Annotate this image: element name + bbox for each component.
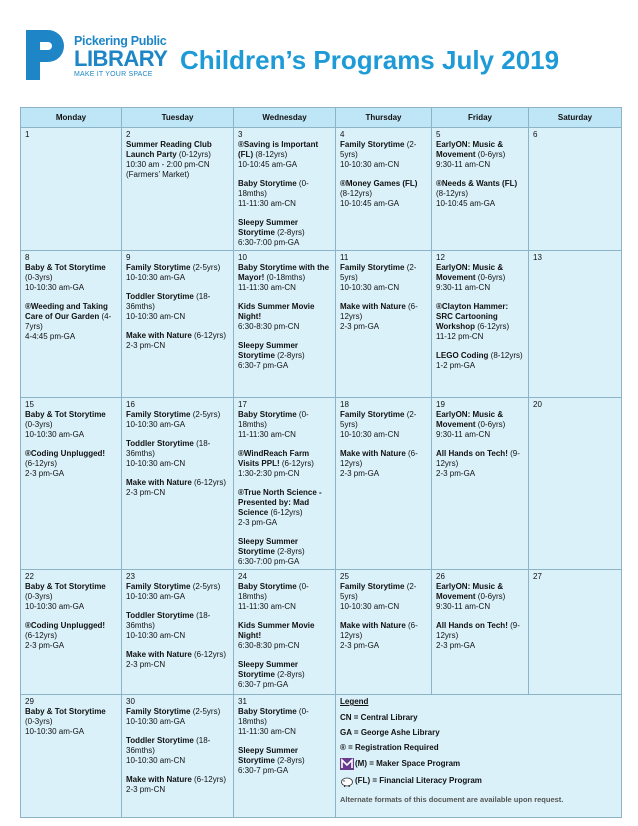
program-event <box>340 302 427 332</box>
program-time: 9:30-11 am-CN <box>436 430 491 439</box>
program-time: 9:30-11 am-CN <box>436 160 491 169</box>
program-name: Make with Nature <box>340 449 406 458</box>
day-number: 29 <box>25 697 34 706</box>
program-name: EarlyON: Music & Movement <box>436 410 504 429</box>
program-age: (6-12yrs) <box>268 508 303 517</box>
calendar-day-cell <box>21 251 122 398</box>
day-number: 8 <box>25 253 30 262</box>
program-age: (8-12yrs) <box>436 189 469 198</box>
program-name: ®Saving is Important (FL) <box>238 140 319 159</box>
legend-title: Legend <box>340 697 369 706</box>
program-age: (0-3yrs) <box>25 592 53 601</box>
calendar-day-cell <box>122 695 234 818</box>
program-name: Family Storytime <box>126 410 191 419</box>
program-name: Baby Storytime <box>238 410 297 419</box>
program-name: ®Weeding and Taking Care of Our Garden <box>25 302 108 321</box>
program-name: Make with Nature <box>126 775 192 784</box>
calendar-day-cell <box>432 570 529 695</box>
program-event <box>436 263 524 293</box>
program-event <box>340 410 427 440</box>
program-event <box>126 140 229 180</box>
program-event <box>238 449 331 479</box>
program-time: 4-4:45 pm-GA <box>25 332 76 341</box>
day-number: 15 <box>25 400 34 409</box>
calendar-day-cell <box>529 128 622 251</box>
program-time: 2-3 pm-GA <box>340 322 380 331</box>
program-event <box>238 537 331 567</box>
calendar-day-cell <box>234 570 336 695</box>
calendar-day-cell <box>122 570 234 695</box>
program-time: 10-10:30 am-CN <box>126 459 186 468</box>
program-age: (18-36mths) <box>126 611 211 630</box>
legend-financial-literacy-label: (FL) = Financial Literacy Program <box>355 776 482 786</box>
program-time: 10-10:30 am-GA <box>25 727 85 736</box>
program-time: 10-10:30 am-CN <box>340 283 400 292</box>
program-event <box>238 410 331 440</box>
program-age: (18-36mths) <box>126 736 211 755</box>
program-time: 11-11:30 am-CN <box>238 602 296 611</box>
program-event <box>436 140 524 170</box>
program-age: (2-5yrs) <box>190 263 221 272</box>
program-event <box>25 449 117 479</box>
calendar-day-cell <box>234 251 336 398</box>
program-time: 6:30-7:00 pm-GA <box>238 557 300 566</box>
program-name: Sleepy Summer Storytime <box>238 537 299 556</box>
program-age: (2-8yrs) <box>274 351 305 360</box>
program-event <box>436 410 524 440</box>
day-number: 6 <box>533 130 538 139</box>
calendar-day-cell <box>21 570 122 695</box>
program-event <box>126 410 229 430</box>
program-age: (18-36mths) <box>126 292 211 311</box>
program-time: 2-3 pm-CN <box>126 488 166 497</box>
program-name: Family Storytime <box>340 410 405 419</box>
page-title: Children’s Programs July 2019 <box>180 45 560 75</box>
program-time: 10-10:30 am-GA <box>25 430 85 439</box>
program-name: Baby Storytime <box>238 707 297 716</box>
program-time: 10-10:30 am-GA <box>126 273 186 282</box>
program-event <box>126 263 229 283</box>
program-age: (6-12yrs) <box>340 302 418 321</box>
program-event <box>436 449 524 479</box>
program-name: Sleepy Summer Storytime <box>238 746 299 765</box>
library-logo[interactable] <box>22 22 177 92</box>
program-time: 11-11:30 am-CN <box>238 727 296 736</box>
day-header-wednesday: Wednesday <box>234 108 336 128</box>
day-number: 22 <box>25 572 34 581</box>
program-name: ®True North Science - Presented by: Mad Science <box>238 488 322 517</box>
program-name: Kids Summer Movie Night! <box>238 302 315 321</box>
calendar-day-cell <box>234 128 336 251</box>
program-age: (0-18mths) <box>238 582 309 601</box>
calendar-day-cell <box>529 251 622 398</box>
program-name: Family Storytime <box>126 263 191 272</box>
program-time: 11-11:30 am-CN <box>238 430 296 439</box>
calendar-day-cell <box>122 398 234 570</box>
program-event <box>25 707 117 737</box>
day-header-friday: Friday <box>432 108 529 128</box>
calendar-day-cell <box>21 128 122 251</box>
program-age: (6-12yrs) <box>279 459 314 468</box>
day-header-monday: Monday <box>21 108 122 128</box>
day-number: 17 <box>238 400 247 409</box>
program-age: (6-12yrs) <box>340 449 418 468</box>
program-event <box>25 302 117 342</box>
piggy-bank-icon <box>340 775 354 787</box>
program-event <box>126 478 229 498</box>
program-event <box>340 621 427 651</box>
program-event <box>436 302 524 342</box>
program-age: (0-3yrs) <box>25 273 53 282</box>
program-name: ®Needs & Wants (FL) <box>436 179 518 188</box>
program-event <box>126 775 229 795</box>
program-age: (0-6yrs) <box>475 420 506 429</box>
program-name: Baby Storytime <box>238 179 297 188</box>
program-name: Make with Nature <box>126 650 192 659</box>
program-age: (6-12yrs) <box>25 459 58 468</box>
calendar-day-cell <box>432 128 529 251</box>
program-name: All Hands on Tech! <box>436 621 508 630</box>
program-time: 6:30-8:30 pm-CN <box>238 641 300 650</box>
day-number: 25 <box>340 572 349 581</box>
program-event <box>238 660 331 690</box>
program-age: (8-12yrs) <box>488 351 523 360</box>
program-name: Baby Storytime <box>238 582 297 591</box>
day-number: 5 <box>436 130 441 139</box>
program-age: (9-12yrs) <box>436 621 520 640</box>
day-number: 4 <box>340 130 345 139</box>
program-time: 10:30 am - 2:00 pm-CN <box>126 160 210 169</box>
program-age: (6-12yrs) <box>25 631 58 640</box>
day-number: 13 <box>533 253 542 262</box>
logo-tagline: MAKE IT YOUR SPACE <box>74 71 153 78</box>
program-name: ®Coding Unplugged! <box>25 449 106 458</box>
program-age: (6-12yrs) <box>191 650 227 659</box>
calendar-day-cell <box>529 398 622 570</box>
program-age: (2-8yrs) <box>274 756 305 765</box>
program-name: Family Storytime <box>340 263 405 272</box>
program-time: 2-3 pm-CN <box>126 341 166 350</box>
calendar-day-cell <box>336 251 432 398</box>
program-time: 9:30-11 am-CN <box>436 283 491 292</box>
program-time: 6:30-7 pm-GA <box>238 766 289 775</box>
calendar-table <box>20 107 622 818</box>
program-name: ®Coding Unplugged! <box>25 621 106 630</box>
program-name: Make with Nature <box>126 478 192 487</box>
day-number: 11 <box>340 253 349 262</box>
program-name: Toddler Storytime <box>126 736 194 745</box>
calendar-day-cell <box>432 251 529 398</box>
program-age: (0-18mths) <box>238 707 309 726</box>
program-age: (0-18mths) <box>238 179 309 198</box>
program-age: (6-12yrs) <box>474 322 510 331</box>
program-event <box>238 218 331 248</box>
program-age: (2-8yrs) <box>274 670 305 679</box>
program-event <box>126 439 229 469</box>
program-age: (2-5yrs) <box>340 582 417 601</box>
program-time: 6:30-8:30 pm-CN <box>238 322 300 331</box>
program-age: (2-5yrs) <box>340 140 417 159</box>
program-age: (2-5yrs) <box>190 707 221 716</box>
program-event <box>25 621 117 651</box>
calendar-day-cell <box>21 695 122 818</box>
calendar-day-cell <box>122 251 234 398</box>
day-number: 2 <box>126 130 131 139</box>
program-event <box>238 707 331 737</box>
program-age: (8-12yrs) <box>340 189 373 198</box>
program-name: Family Storytime <box>340 582 405 591</box>
day-number: 16 <box>126 400 135 409</box>
program-time: 10-10:30 am-CN <box>126 756 186 765</box>
program-name: Baby & Tot Storytime <box>25 582 106 591</box>
day-number: 20 <box>533 400 542 409</box>
program-name: ®WindReach Farm Visits PPL! <box>238 449 310 468</box>
program-time: 6:30-7 pm-GA <box>238 680 289 689</box>
program-time: 10-10:45 am-GA <box>340 199 400 208</box>
program-time: 10-10:30 am-GA <box>25 602 85 611</box>
program-age: (2-5yrs) <box>340 263 417 282</box>
program-time: 10-10:30 am-CN <box>340 160 400 169</box>
legend-financial-literacy <box>340 775 617 787</box>
day-number: 19 <box>436 400 445 409</box>
program-time: 10-10:30 am-CN <box>126 631 186 640</box>
program-time: 10-10:30 am-GA <box>126 420 186 429</box>
day-number: 10 <box>238 253 247 262</box>
program-name: Family Storytime <box>126 582 191 591</box>
calendar-week-row <box>21 251 622 398</box>
program-time: 2-3 pm-GA <box>25 469 65 478</box>
calendar-day-cell <box>234 398 336 570</box>
program-name: Sleepy Summer Storytime <box>238 218 299 237</box>
program-event <box>238 263 331 293</box>
calendar-day-cell <box>432 398 529 570</box>
calendar-day-cell <box>336 398 432 570</box>
day-number: 31 <box>238 697 247 706</box>
program-time: 6:30-7:00 pm-GA <box>238 238 300 247</box>
program-event <box>340 263 427 293</box>
program-event <box>126 736 229 766</box>
program-age: (0-6yrs) <box>475 273 506 282</box>
calendar-header-row <box>21 108 622 128</box>
program-name: Family Storytime <box>340 140 405 149</box>
program-age: (6-12yrs) <box>191 775 227 784</box>
program-event <box>238 140 331 170</box>
program-name: EarlyON: Music & Movement <box>436 140 504 159</box>
program-name: Make with Nature <box>126 331 192 340</box>
program-age: (0-6yrs) <box>475 592 506 601</box>
program-age: (0-12yrs) <box>176 150 211 159</box>
calendar-day-cell <box>21 398 122 570</box>
program-time: 10-10:30 am-GA <box>126 592 186 601</box>
program-name: EarlyON: Music & Movement <box>436 263 504 282</box>
program-age: (0-18mths) <box>238 410 309 429</box>
program-event <box>436 351 524 371</box>
day-number: 27 <box>533 572 542 581</box>
program-time: 2-3 pm-GA <box>340 469 380 478</box>
legend-cell <box>336 695 622 818</box>
program-name: EarlyON: Music & Movement <box>436 582 504 601</box>
day-header-tuesday: Tuesday <box>122 108 234 128</box>
program-time: 2-3 pm-GA <box>238 518 278 527</box>
program-age: (2-5yrs) <box>190 410 221 419</box>
alternate-formats-note: Alternate formats of this document are available upon request. <box>340 795 564 804</box>
program-name: All Hands on Tech! <box>436 449 508 458</box>
program-event <box>126 292 229 322</box>
calendar-week-row <box>21 570 622 695</box>
day-number: 3 <box>238 130 243 139</box>
program-time: 10-10:45 am-GA <box>436 199 496 208</box>
day-number: 1 <box>25 130 30 139</box>
program-time: 2-3 pm-CN <box>126 785 166 794</box>
program-name: ®Clayton Hammer: SRC Cartooning Workshop <box>436 302 509 331</box>
calendar-week-row <box>21 128 622 251</box>
program-event <box>238 488 331 528</box>
calendar-day-cell <box>234 695 336 818</box>
program-age: (0-18mths) <box>264 273 306 282</box>
program-name: Baby & Tot Storytime <box>25 263 106 272</box>
program-event <box>126 611 229 641</box>
day-number: 9 <box>126 253 131 262</box>
library-logo-mark-icon <box>22 26 66 84</box>
program-name: Make with Nature <box>340 302 406 311</box>
maker-space-icon <box>340 758 354 770</box>
program-name: LEGO Coding <box>436 351 489 360</box>
program-name: Make with Nature <box>340 621 406 630</box>
day-number: 12 <box>436 253 445 262</box>
program-event <box>126 582 229 602</box>
program-time: 10-10:30 am-CN <box>340 602 400 611</box>
logo-line-1: Pickering Public <box>74 34 167 48</box>
program-event <box>436 621 524 651</box>
day-header-thursday: Thursday <box>336 108 432 128</box>
calendar-week-row <box>21 398 622 570</box>
day-number: 30 <box>126 697 135 706</box>
legend-cn: CN = Central Library <box>340 713 418 722</box>
legend-maker-space <box>340 758 617 770</box>
program-name: Toddler Storytime <box>126 292 194 301</box>
program-event <box>238 582 331 612</box>
calendar-day-cell <box>336 570 432 695</box>
program-event <box>340 449 427 479</box>
program-age: (0-3yrs) <box>25 717 53 726</box>
program-age: (9-12yrs) <box>436 449 520 468</box>
program-age: (6-12yrs) <box>191 331 227 340</box>
program-time: 2-3 pm-CN <box>126 660 166 669</box>
program-event <box>126 331 229 351</box>
program-name: Kids Summer Movie Night! <box>238 621 315 640</box>
program-event <box>25 582 117 612</box>
day-number: 18 <box>340 400 349 409</box>
program-time: 1:30-2:30 pm-CN <box>238 469 300 478</box>
program-time: 9:30-11 am-CN <box>436 602 491 611</box>
calendar-week-row <box>21 695 622 818</box>
program-time: 11-11:30 am-CN <box>238 283 296 292</box>
program-time: 10-10:30 am-GA <box>126 717 186 726</box>
program-time: 11-12 pm-CN <box>436 332 484 341</box>
program-event <box>25 410 117 440</box>
program-time: 10-10:30 am-GA <box>25 283 85 292</box>
program-name: Sleepy Summer Storytime <box>238 660 299 679</box>
day-number: 23 <box>126 572 135 581</box>
program-event <box>126 707 229 727</box>
legend-registration: ® = Registration Required <box>340 743 439 752</box>
program-event <box>238 302 331 332</box>
program-time: 6:30-7 pm-GA <box>238 361 289 370</box>
program-age: (2-8yrs) <box>274 547 305 556</box>
page-header <box>0 0 638 105</box>
program-event <box>340 140 427 170</box>
program-event <box>238 179 331 209</box>
program-event <box>126 650 229 670</box>
program-time: 1-2 pm-GA <box>436 361 476 370</box>
program-age: (18-36mths) <box>126 439 211 458</box>
program-time: 2-3 pm-GA <box>340 641 380 650</box>
program-name: Baby & Tot Storytime <box>25 410 106 419</box>
calendar-day-cell <box>122 128 234 251</box>
program-location-note: (Farmers’ Market) <box>126 170 190 179</box>
program-time: 10-10:30 am-CN <box>340 430 400 439</box>
program-name: Family Storytime <box>126 707 191 716</box>
program-time: 2-3 pm-GA <box>436 469 476 478</box>
program-name: Sleepy Summer Storytime <box>238 341 299 360</box>
program-event <box>340 179 427 209</box>
program-age: (2-8yrs) <box>274 228 305 237</box>
program-age: (0-3yrs) <box>25 420 53 429</box>
program-time: 2-3 pm-GA <box>436 641 476 650</box>
program-name: Toddler Storytime <box>126 439 194 448</box>
program-age: (2-5yrs) <box>340 410 417 429</box>
legend-maker-space-label: (M) = Maker Space Program <box>355 759 461 769</box>
program-event <box>238 341 331 371</box>
program-event <box>436 582 524 612</box>
program-time: 11-11:30 am-CN <box>238 199 296 208</box>
calendar-day-cell <box>529 570 622 695</box>
logo-line-2: LIBRARY <box>74 46 168 71</box>
program-name: Baby Storytime with the Mayor! <box>238 263 330 282</box>
program-age: (4-7yrs) <box>25 312 112 331</box>
day-header-saturday: Saturday <box>529 108 622 128</box>
program-name: ®Money Games (FL) <box>340 179 418 188</box>
program-age: (2-5yrs) <box>190 582 221 591</box>
program-time: 10-10:30 am-CN <box>126 312 186 321</box>
program-event <box>238 746 331 776</box>
calendar-day-cell <box>336 128 432 251</box>
program-event <box>238 621 331 651</box>
program-event <box>25 263 117 293</box>
program-age: (0-6yrs) <box>475 150 506 159</box>
program-event <box>340 582 427 612</box>
day-number: 26 <box>436 572 445 581</box>
program-name: Baby & Tot Storytime <box>25 707 106 716</box>
program-event <box>436 179 524 209</box>
program-name: Toddler Storytime <box>126 611 194 620</box>
program-time: 10-10:45 am-GA <box>238 160 298 169</box>
program-age: (6-12yrs) <box>340 621 418 640</box>
day-number: 24 <box>238 572 247 581</box>
program-name: Summer Reading Club Launch Party <box>126 140 212 159</box>
program-age: (6-12yrs) <box>191 478 227 487</box>
program-age: (8-12yrs) <box>253 150 288 159</box>
program-time: 2-3 pm-GA <box>25 641 65 650</box>
legend-ga: GA = George Ashe Library <box>340 728 440 737</box>
